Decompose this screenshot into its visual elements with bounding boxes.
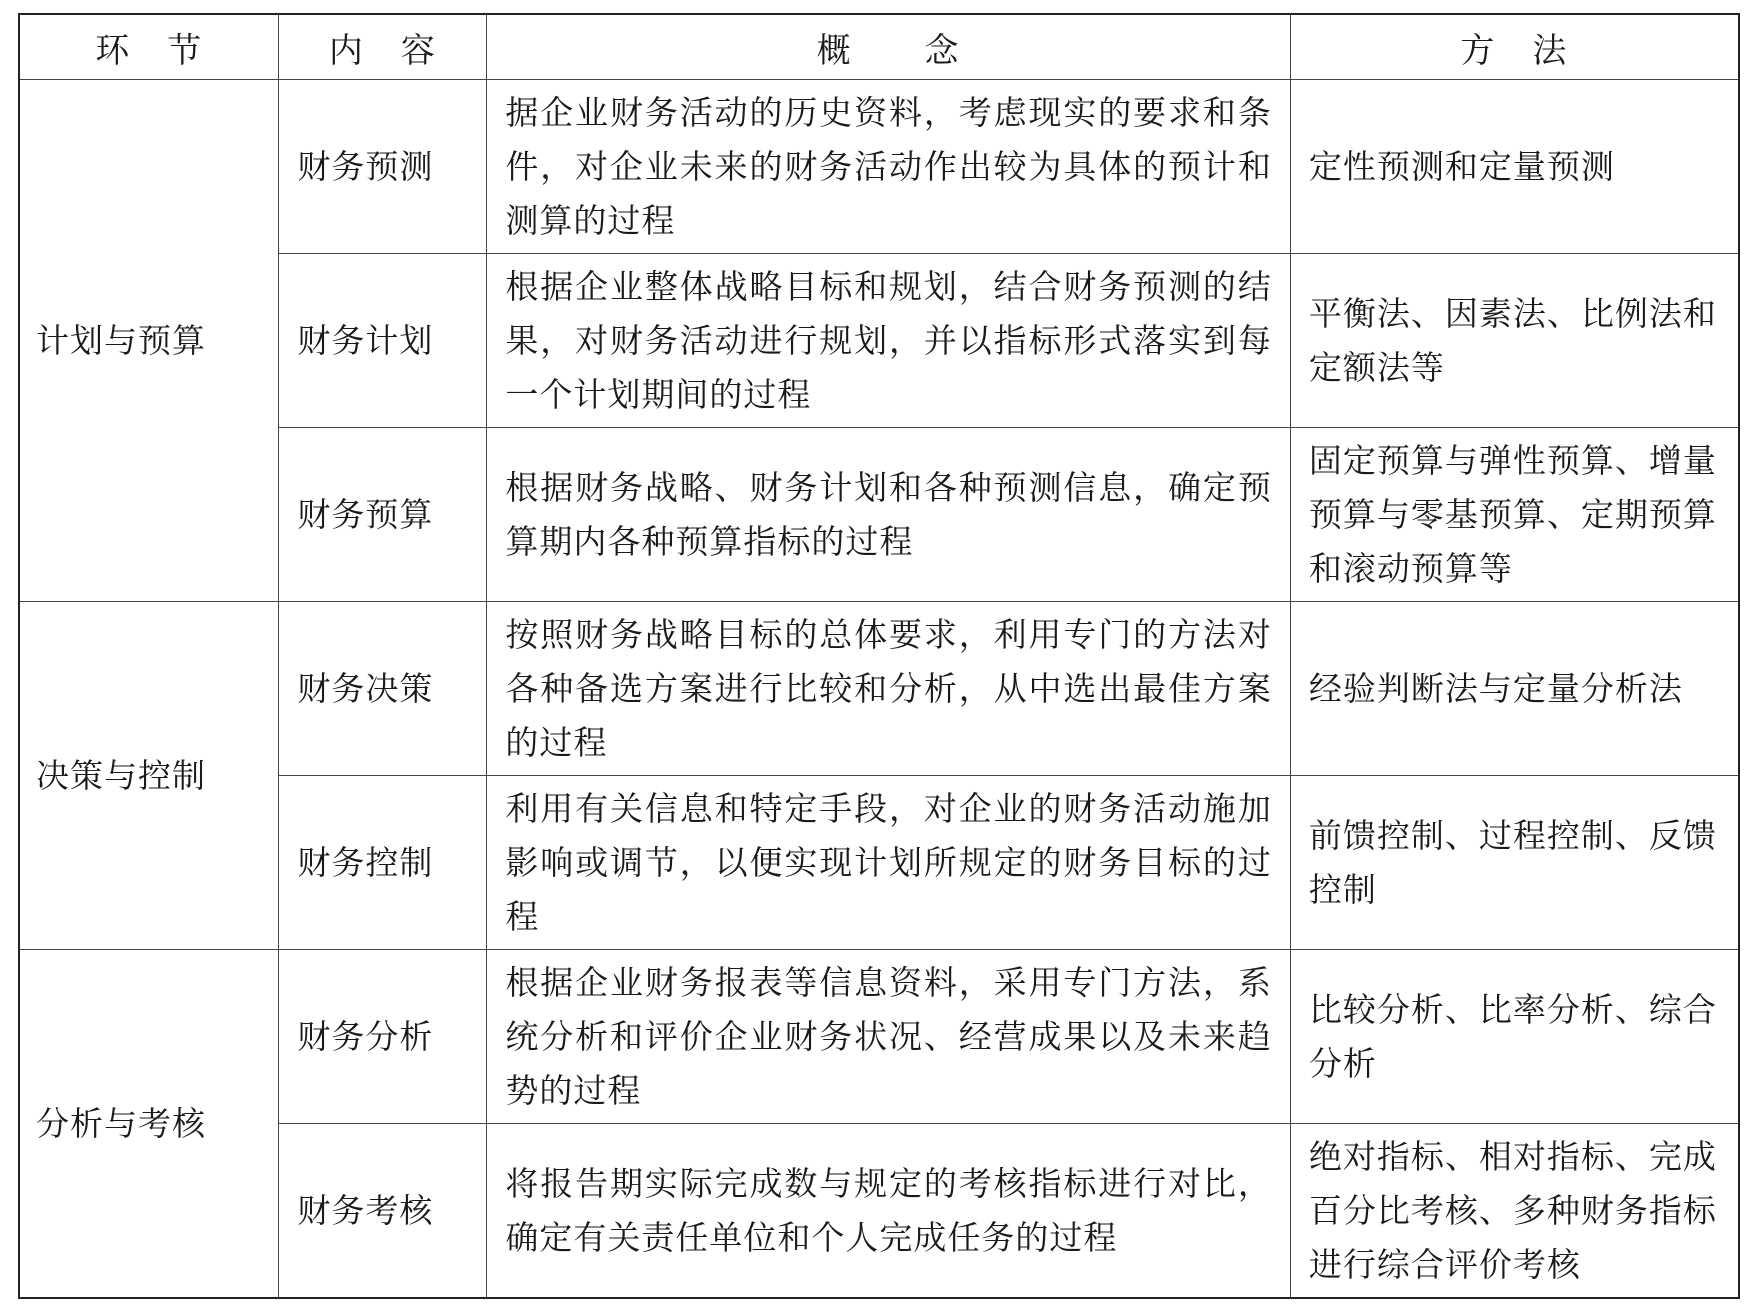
concept-cell: 按照财务战略目标的总体要求，利用专门的方法对各种备选方案进行比较和分析，从中选出最佳方案的过程 — [487, 602, 1290, 776]
concept-cell: 将报告期实际完成数与规定的考核指标进行对比，确定有关责任单位和个人完成任务的过程 — [487, 1124, 1290, 1299]
table-row — [19, 950, 1739, 1124]
content-cell: 财务考核 — [279, 1124, 487, 1299]
method-cell: 经验判断法与定量分析法 — [1290, 602, 1739, 776]
concept-cell: 据企业财务活动的历史资料，考虑现实的要求和条件，对企业未来的财务活动作出较为具体的预计和测算的过程 — [487, 80, 1290, 254]
table-row — [19, 602, 1739, 776]
content-cell: 财务决策 — [279, 602, 487, 776]
concept-cell: 根据企业整体战略目标和规划，结合财务预测的结果，对财务活动进行规划，并以指标形式落实到每一个计划期间的过程 — [487, 254, 1290, 428]
concept-cell: 根据企业财务报表等信息资料，采用专门方法，系统分析和评价企业财务状况、经营成果以及未来趋势的过程 — [487, 950, 1290, 1124]
method-cell: 定性预测和定量预测 — [1290, 80, 1739, 254]
concept-cell: 根据财务战略、财务计划和各种预测信息，确定预算期内各种预算指标的过程 — [487, 428, 1290, 602]
method-cell: 绝对指标、相对指标、完成百分比考核、多种财务指标进行综合评价考核 — [1290, 1124, 1739, 1299]
content-cell: 财务控制 — [279, 776, 487, 950]
header-content: 内 容 — [279, 14, 487, 80]
header-method: 方 法 — [1290, 14, 1739, 80]
method-cell: 固定预算与弹性预算、增量预算与零基预算、定期预算和滚动预算等 — [1290, 428, 1739, 602]
content-cell: 财务预算 — [279, 428, 487, 602]
stage-cell: 分析与考核 — [19, 950, 279, 1299]
method-cell: 前馈控制、过程控制、反馈控制 — [1290, 776, 1739, 950]
content-cell: 财务分析 — [279, 950, 487, 1124]
header-concept: 概 念 — [487, 14, 1290, 80]
concept-cell: 利用有关信息和特定手段，对企业的财务活动施加影响或调节，以便实现计划所规定的财务目标的过程 — [487, 776, 1290, 950]
stage-cell: 计划与预算 — [19, 80, 279, 602]
financial-management-table-container — [18, 13, 1740, 1299]
header-row — [19, 14, 1739, 80]
method-cell: 比较分析、比率分析、综合分析 — [1290, 950, 1739, 1124]
method-cell: 平衡法、因素法、比例法和定额法等 — [1290, 254, 1739, 428]
header-stage: 环 节 — [19, 14, 279, 80]
content-cell: 财务计划 — [279, 254, 487, 428]
stage-cell: 决策与控制 — [19, 602, 279, 950]
table-row — [19, 80, 1739, 254]
financial-management-table — [18, 13, 1740, 1299]
content-cell: 财务预测 — [279, 80, 487, 254]
